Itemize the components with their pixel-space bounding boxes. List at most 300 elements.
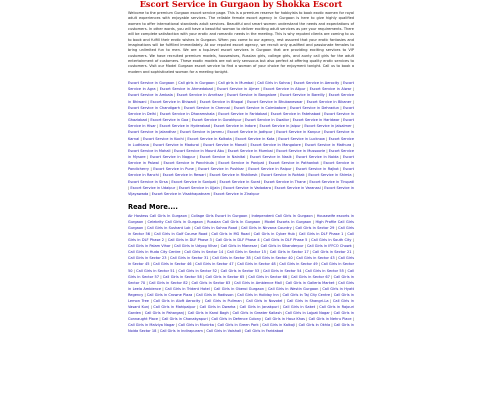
area-call-girls-link[interactable]: Call Girls in Okhla bbox=[298, 322, 331, 327]
link-separator: | bbox=[224, 148, 228, 153]
link-separator: | bbox=[278, 304, 283, 309]
link-separator: | bbox=[325, 148, 329, 153]
city-escort-link[interactable]: Escort Service in Hisar bbox=[128, 118, 355, 129]
link-separator: | bbox=[156, 111, 160, 116]
link-separator: | bbox=[264, 161, 269, 166]
area-call-girls-link[interactable]: Call Girls in Saket bbox=[282, 304, 316, 309]
link-separator: | bbox=[329, 274, 334, 279]
city-escort-link[interactable]: Escort Service in Kolkata bbox=[187, 136, 232, 141]
city-escort-link[interactable]: Escort Service in Mumbai bbox=[227, 148, 273, 153]
link-separator: | bbox=[339, 118, 343, 123]
link-separator: | bbox=[230, 280, 235, 285]
area-call-girls-link[interactable]: Call Girls in DLF Phase 5 bbox=[263, 238, 308, 243]
city-escort-link[interactable]: Escort Service in Udaipur bbox=[130, 185, 176, 190]
city-escort-link[interactable]: Escort Service in Indore bbox=[213, 124, 256, 129]
link-separator: | bbox=[143, 226, 147, 231]
city-escort-link[interactable]: Escort Service in Nainital bbox=[199, 155, 246, 159]
city-escort-link[interactable]: Escort Service in Nasik bbox=[249, 155, 292, 159]
area-call-girls-link[interactable]: Call Girls in Lemon Tree bbox=[128, 292, 355, 303]
link-separator: | bbox=[324, 136, 329, 141]
area-call-girls-link[interactable]: Call Girls in Sector 49 bbox=[279, 262, 318, 267]
city-escort-link[interactable]: Escort Service in Jaipur bbox=[259, 124, 301, 129]
city-escort-link[interactable]: Escort Service in Gwalior bbox=[244, 118, 290, 123]
link-separator: | bbox=[308, 250, 313, 255]
link-separator: | bbox=[143, 220, 148, 225]
area-call-girls-link[interactable]: Call Girls in Huda City Centre bbox=[128, 250, 181, 255]
area-call-girls-link[interactable]: Call Girls in Vasant Kunj bbox=[128, 298, 355, 309]
city-escort-link[interactable]: Escort Service in Panipat bbox=[218, 161, 265, 166]
city-escort-link[interactable]: Escort Service in Jalandhar bbox=[128, 130, 177, 135]
link-separator: | bbox=[249, 232, 254, 237]
city-escort-link[interactable]: Escort Service in Surat bbox=[219, 179, 261, 184]
page-title: Escort Service in Gurgaon by Shokka Escort bbox=[139, 0, 343, 9]
area-call-girls-link[interactable]: Call Girls in Galleria Market bbox=[285, 280, 335, 285]
link-separator: | bbox=[305, 87, 310, 92]
city-escort-link[interactable]: Escort Service in Madurai bbox=[152, 142, 200, 147]
link-separator: | bbox=[291, 226, 296, 231]
link-separator: | bbox=[351, 99, 354, 104]
city-escort-link[interactable]: Call girls in Gurgaon bbox=[178, 81, 215, 86]
area-call-girls-link[interactable]: Celebrity Call Girls in Gurgaon bbox=[147, 220, 203, 225]
city-escort-link[interactable]: Escort Service in Rohtak bbox=[261, 173, 305, 178]
area-call-girls-link[interactable]: Call Girls in Sohna Road bbox=[194, 226, 238, 231]
area-call-girls-link[interactable]: Call Girls in Sector 31 bbox=[170, 256, 209, 261]
area-call-girls-link[interactable]: Call Girls in Sector 55 bbox=[305, 268, 344, 273]
area-call-girls-link[interactable]: Call Girls in Defence Colony bbox=[211, 316, 262, 321]
link-separator: | bbox=[318, 286, 323, 291]
link-separator: | bbox=[210, 124, 214, 129]
area-call-girls-link[interactable]: Russian Call Girls In Gurgaon bbox=[207, 220, 261, 225]
link-separator: | bbox=[250, 256, 255, 261]
link-separator: | bbox=[149, 262, 154, 267]
area-call-girls-link[interactable]: Collage Girls Escort In Gurgaon bbox=[191, 214, 248, 219]
city-escort-link[interactable]: Escort Service in Bhubaneswar bbox=[247, 99, 303, 104]
link-separator: | bbox=[259, 238, 264, 243]
area-call-girls-link[interactable]: Call Girls in Sector 48 bbox=[237, 262, 276, 267]
city-escort-link[interactable]: Escort Service in Mussoorie bbox=[276, 148, 326, 153]
city-escort-link[interactable]: Escort Service in Ahmedabad bbox=[159, 87, 213, 92]
link-separator: | bbox=[233, 292, 238, 297]
link-separator: | bbox=[193, 167, 199, 172]
area-call-girls-link[interactable]: Call Girls in Golf Course Road bbox=[154, 232, 208, 237]
link-separator: | bbox=[289, 81, 294, 86]
link-separator: | bbox=[311, 220, 316, 225]
link-separator: | bbox=[260, 220, 265, 225]
area-call-girls-link[interactable]: Call Girls in Sector 83 bbox=[191, 280, 231, 285]
area-call-girls-link[interactable]: Call Girls in Sector 58 bbox=[162, 274, 202, 279]
link-separator: | bbox=[187, 214, 191, 219]
link-separator: | bbox=[180, 250, 185, 255]
link-separator: | bbox=[291, 167, 296, 172]
link-separator: | bbox=[241, 298, 247, 303]
area-call-girls-link[interactable]: Call Girls in DLF Phase 2 bbox=[128, 232, 354, 243]
area-call-girls-link[interactable]: Call Girls in Sector 51 bbox=[136, 268, 175, 273]
city-escort-link[interactable]: Escort Service in Rewari bbox=[162, 173, 206, 178]
link-separator: | bbox=[255, 124, 260, 129]
city-escort-link[interactable]: Escort Service in Tirupati bbox=[309, 179, 354, 184]
city-escort-link[interactable]: Escort Service in Chennai bbox=[183, 105, 230, 110]
link-separator: | bbox=[149, 167, 154, 172]
link-separator: | bbox=[155, 87, 160, 92]
area-call-girls-link[interactable]: Call Girls in Sector 65 bbox=[205, 274, 245, 279]
link-separator: | bbox=[233, 262, 238, 267]
city-escort-link[interactable]: Escort Service in Sirsa bbox=[128, 179, 168, 184]
area-call-girls-link[interactable]: Call Girls in Sector 82 bbox=[148, 280, 188, 285]
city-escort-link[interactable]: Escort Service in Mathura bbox=[304, 142, 352, 147]
city-escort-link[interactable]: Escort Service in Pathankot bbox=[268, 161, 319, 166]
area-call-girls-link[interactable]: Call Girls in Udyog Vihar bbox=[174, 244, 218, 249]
area-call-girls-link[interactable]: Call Girls in Oberoi Gurgaon bbox=[213, 286, 265, 291]
link-separator: | bbox=[146, 99, 151, 104]
area-call-girls-link[interactable]: Call Girls in Connaught Place bbox=[128, 310, 354, 321]
link-separator: | bbox=[156, 328, 160, 333]
area-call-girls-link[interactable]: Call Girls in Sector 46 bbox=[153, 262, 192, 267]
area-call-girls-link[interactable]: Call Girls in Karol Bagh bbox=[187, 310, 229, 315]
link-separator: | bbox=[330, 322, 334, 327]
link-separator: | bbox=[275, 262, 280, 267]
city-escort-link[interactable]: Escort Service in Alipur bbox=[263, 87, 306, 92]
link-separator: | bbox=[271, 185, 275, 190]
city-escort-link[interactable]: Escort Service in Jaisalmer bbox=[304, 124, 352, 129]
city-escort-link[interactable]: Escort Service in Raipur bbox=[248, 167, 292, 172]
link-separator: | bbox=[241, 328, 245, 333]
link-separator: | bbox=[247, 214, 252, 219]
link-separator: | bbox=[217, 268, 221, 273]
city-escort-link[interactable]: Escort Service in Bhiwani bbox=[128, 93, 355, 104]
link-separator: | bbox=[161, 286, 165, 291]
link-separator: | bbox=[257, 244, 261, 249]
area-call-girls-link[interactable]: Call Girls in Sector 40 bbox=[254, 256, 293, 261]
link-separator: | bbox=[202, 328, 207, 333]
city-escort-link[interactable]: Escort Service in Bhopal bbox=[199, 99, 244, 104]
city-escort-link[interactable]: Escort Service in Kochi bbox=[142, 136, 184, 141]
link-separator: | bbox=[334, 226, 339, 231]
link-separator: | bbox=[208, 256, 213, 261]
city-escort-link[interactable]: Escort Service in Mohali bbox=[128, 148, 171, 153]
link-separator: | bbox=[278, 292, 283, 297]
city-escort-link[interactable]: Escort Service in Faridabad bbox=[218, 111, 267, 116]
area-call-girls-link[interactable]: Call Girls in Sector 15 bbox=[227, 250, 266, 255]
area-call-girls-link[interactable]: Call Girls in Sector 56 bbox=[128, 226, 355, 237]
area-call-girls-link[interactable]: Call Girls in Aloft Aerocity bbox=[153, 298, 201, 303]
link-separator: | bbox=[148, 142, 153, 147]
link-separator: | bbox=[219, 185, 224, 190]
city-escort-link[interactable]: Escort Service in Aerocity bbox=[293, 81, 340, 86]
area-call-girls-link[interactable]: Call Girls in Malviya Nagar bbox=[128, 322, 175, 327]
city-escort-link[interactable]: Escort Service in Rishikesh bbox=[209, 173, 258, 178]
link-separator: | bbox=[241, 118, 245, 123]
area-call-girls-link[interactable]: Call Girls in Palam Vihar bbox=[128, 244, 171, 249]
area-call-girls-link[interactable]: Independent Call Girls In Gurgaon bbox=[251, 214, 313, 219]
link-separator: | bbox=[179, 105, 184, 110]
link-separator: | bbox=[214, 81, 219, 86]
city-escort-link[interactable]: Escort Service in Dharamshala bbox=[159, 111, 215, 116]
link-separator: | bbox=[276, 93, 281, 98]
area-call-girls-link[interactable]: Call Girls in Leela Ambience bbox=[128, 280, 355, 291]
city-escort-link[interactable]: Call Girls in Sohna bbox=[257, 81, 290, 86]
link-separator: | bbox=[174, 322, 179, 327]
area-call-girls-link[interactable]: Call Girls in Sector 53 bbox=[220, 268, 260, 273]
area-call-girls-link[interactable]: Call Girls in Trident Hotel bbox=[164, 286, 210, 291]
city-escort-link[interactable]: Escort Service in Kanpur bbox=[276, 130, 321, 135]
area-call-girls-link[interactable]: Call Girls in Sector 66 bbox=[248, 274, 288, 279]
link-separator: | bbox=[320, 130, 324, 135]
link-separator: | bbox=[201, 274, 206, 279]
link-separator: | bbox=[149, 304, 154, 309]
link-separator: | bbox=[343, 268, 348, 273]
city-escort-link[interactable]: Escort Service in Jammu bbox=[179, 130, 224, 135]
link-separator: | bbox=[159, 274, 163, 279]
link-separator: | bbox=[229, 105, 234, 110]
link-separator: | bbox=[213, 322, 218, 327]
city-escort-link[interactable]: Escort Service in Nagpur bbox=[149, 155, 196, 159]
area-call-girls-link[interactable]: Call Girls in Sector 29 bbox=[295, 226, 335, 231]
city-escort-link[interactable]: Escort Service in Mysore bbox=[128, 148, 355, 159]
area-call-girls-link[interactable]: Air Hostess Call Girls In Gurgaon bbox=[128, 214, 187, 219]
area-call-girls-link[interactable]: Call Girls in DLF Phase 1 bbox=[298, 232, 344, 237]
city-escort-link[interactable]: Escort Service in Ajmer bbox=[216, 87, 260, 92]
city-escort-link[interactable]: Escort Service in Haridwar bbox=[292, 118, 340, 123]
city-escort-link[interactable]: Escort Service in Fatehabad bbox=[270, 111, 321, 116]
link-separator: | bbox=[257, 173, 262, 178]
area-call-girls-link[interactable]: Call Girls in Chanakyapuri bbox=[161, 316, 208, 321]
link-separator: | bbox=[158, 316, 162, 321]
link-separator: | bbox=[223, 250, 228, 255]
area-call-girls-link[interactable]: Call Girls in Janakpuri bbox=[239, 304, 279, 309]
link-separator: | bbox=[329, 310, 334, 315]
city-escort-link[interactable]: Escort Service in Thane bbox=[263, 179, 306, 184]
city-escort-link[interactable]: Escort Service in Delhi bbox=[128, 105, 355, 116]
area-call-girls-link[interactable]: Call Girls in Sector 21 bbox=[312, 250, 352, 255]
city-escort-link[interactable]: Escort Service in Shimla bbox=[308, 173, 352, 178]
area-call-girls-link[interactable]: Call Girls in Taj City Centre bbox=[282, 292, 331, 297]
area-call-girls-link[interactable]: Call Girls in Shangri-La bbox=[286, 298, 329, 303]
area-call-girls-link[interactable]: Housewife escorts in Gurgaon bbox=[128, 214, 355, 225]
area-call-girls-link[interactable]: Call Girls in Radisson bbox=[196, 292, 234, 297]
link-separator: | bbox=[202, 220, 208, 225]
city-escort-link[interactable]: Escort Service in Jodhpur bbox=[227, 130, 273, 135]
link-separator: | bbox=[315, 304, 320, 309]
area-call-girls-link[interactable]: Call Girls in Westin Gurgaon bbox=[267, 286, 319, 291]
area-call-girls-link[interactable]: Call Girls in Sushant Lok bbox=[146, 226, 191, 231]
link-separator: | bbox=[174, 81, 179, 86]
area-call-girls-link[interactable]: Call Girls in IFFCO Chowk bbox=[306, 244, 352, 249]
area-call-girls-link[interactable]: Call Girls in Sector 52 bbox=[178, 268, 218, 273]
link-separator: | bbox=[223, 130, 228, 135]
area-call-girls-link[interactable]: Call Girls in Sector 57 bbox=[128, 268, 355, 279]
link-separator: | bbox=[191, 262, 196, 267]
city-escort-link[interactable]: Escort Service in Goa bbox=[150, 118, 189, 123]
link-separator: | bbox=[281, 310, 286, 315]
area-call-girls-link[interactable]: Call Girls in South City bbox=[311, 238, 352, 243]
city-escort-link[interactable]: Escort Service in Chandigarh bbox=[128, 105, 180, 110]
link-separator: | bbox=[145, 155, 150, 159]
link-separator: | bbox=[148, 191, 152, 196]
area-call-girls-link[interactable]: Call Girls in Pullman bbox=[204, 298, 242, 303]
link-separator: | bbox=[166, 256, 171, 261]
area-call-girls-link[interactable]: Call Girls in Sector 17 bbox=[269, 250, 309, 255]
area-call-girls-link[interactable]: Model Escorts In Gurgaon bbox=[264, 220, 312, 225]
area-call-girls-link[interactable]: Call Girls in Crowne Plaza bbox=[146, 292, 193, 297]
city-escort-link[interactable]: Escort Service in Palwal bbox=[128, 155, 354, 166]
area-call-girls-link[interactable]: Call Girls in Sector 67 bbox=[290, 274, 330, 279]
area-call-girls-link[interactable]: Call Girls in Greater Kailash bbox=[232, 310, 282, 315]
area-call-girls-link[interactable]: Call Girls in Nirvana Country bbox=[240, 226, 292, 231]
city-escort-link[interactable]: Escort Service in Hyderabad bbox=[159, 124, 211, 129]
link-separator: | bbox=[200, 298, 205, 303]
city-escort-link[interactable]: Escort Service in Bangalore bbox=[227, 93, 277, 98]
area-call-girls-link[interactable]: Call Girls in Manesar bbox=[220, 244, 258, 249]
area-call-girls-link[interactable]: Call Girls in Rajouri Garden bbox=[128, 304, 355, 315]
primary-link-list bbox=[128, 80, 354, 197]
city-escort-link[interactable]: Escort Service in Noida bbox=[296, 155, 339, 159]
area-call-girls-link[interactable]: Call Girls in Sector 38 bbox=[212, 256, 251, 261]
area-call-girls-link[interactable]: Call Girls in Nehru Place bbox=[308, 316, 352, 321]
city-escort-link[interactable]: Escort Service in Vijayawada bbox=[128, 185, 354, 196]
area-call-girls-link[interactable]: Call Girls in DLF Phase 4 bbox=[215, 238, 260, 243]
link-separator: | bbox=[141, 310, 145, 315]
city-escort-link[interactable]: Escort Service in Pondicherry bbox=[128, 161, 355, 172]
link-separator: | bbox=[338, 155, 343, 159]
area-call-girls-link[interactable]: Call Girls in Vaishali bbox=[206, 328, 242, 333]
area-call-girls-link[interactable]: Call Girls in Hauz Khas bbox=[264, 316, 305, 321]
area-call-girls-link[interactable]: Call Girls in Green Park bbox=[217, 322, 259, 327]
link-separator: | bbox=[261, 316, 265, 321]
area-call-girls-link[interactable]: Call Girls in Holiday Inn bbox=[237, 292, 279, 297]
link-separator: | bbox=[302, 99, 307, 104]
link-separator: | bbox=[264, 286, 268, 291]
area-call-girls-link[interactable]: High Profile Call Girls Gurgaon bbox=[128, 220, 355, 231]
city-escort-link[interactable]: Escort Service in Lucknow bbox=[278, 136, 325, 141]
city-escort-link[interactable]: Escort Service in Bareilly bbox=[280, 93, 325, 98]
link-separator: | bbox=[128, 185, 131, 190]
city-escort-link[interactable]: Escort Service in Kota bbox=[235, 136, 275, 141]
city-escort-link[interactable]: Escort Service in Alwar bbox=[309, 87, 352, 92]
link-separator: | bbox=[246, 142, 251, 147]
area-call-girls-link[interactable]: Call Girls in Faridabad bbox=[244, 328, 284, 333]
link-separator: | bbox=[215, 179, 220, 184]
city-escort-link[interactable]: Escort Service in Coimbatore bbox=[233, 105, 287, 110]
area-call-girls-link[interactable]: Call Girls in Sector 50 bbox=[128, 262, 355, 273]
link-separator: | bbox=[300, 142, 305, 147]
link-separator: | bbox=[143, 292, 147, 297]
area-call-girls-link[interactable]: Call Girls in Sikanderpur bbox=[260, 244, 304, 249]
link-separator: | bbox=[167, 179, 172, 184]
area-call-girls-link[interactable]: Call Girls in Lajpat Nagar bbox=[285, 310, 330, 315]
link-separator: | bbox=[305, 316, 309, 321]
area-call-girls-link[interactable]: Call Girls in Sector 54 bbox=[262, 268, 302, 273]
city-escort-link[interactable]: Escort Service in Sonipat bbox=[171, 179, 216, 184]
area-call-girls-link[interactable]: Call Girls in Noida Sector 18 bbox=[128, 322, 355, 333]
link-separator: | bbox=[330, 292, 334, 297]
link-separator: | bbox=[207, 232, 212, 237]
link-separator: | bbox=[195, 155, 200, 159]
city-escort-link[interactable]: Escort Service in Ranchi bbox=[128, 167, 355, 178]
link-separator: | bbox=[158, 173, 163, 178]
area-call-girls-link[interactable]: Call Girls in Hyatt Regency bbox=[128, 286, 354, 297]
city-escort-link[interactable]: Escort Service in Amritsar bbox=[176, 93, 224, 98]
area-call-girls-link[interactable]: Call Girls in Dwarka bbox=[199, 304, 236, 309]
area-call-girls-link[interactable]: Call Girls in Paharganj bbox=[144, 310, 185, 315]
link-separator: | bbox=[212, 87, 217, 92]
link-separator: | bbox=[214, 111, 219, 116]
city-escort-link[interactable]: Escort Service in Gurgaon bbox=[128, 81, 175, 86]
city-escort-link[interactable]: Escort Service in Agra bbox=[128, 81, 355, 92]
city-escort-link[interactable]: Call girls in Mumbai bbox=[218, 81, 254, 86]
link-separator: | bbox=[210, 191, 214, 196]
city-escort-link[interactable]: Escort Service in Karnal bbox=[128, 130, 355, 141]
area-call-girls-link[interactable]: Call Girls in MG Road bbox=[211, 232, 250, 237]
link-separator: | bbox=[338, 167, 343, 172]
link-separator: | bbox=[320, 111, 325, 116]
area-call-girls-link[interactable]: Call Girls in Sector 14 bbox=[184, 250, 224, 255]
city-escort-link[interactable]: Escort Service in Manali bbox=[203, 142, 247, 147]
link-separator: | bbox=[184, 310, 188, 315]
link-separator: | bbox=[243, 99, 248, 104]
area-call-girls-link[interactable]: Call Girls in Sector 70 bbox=[128, 274, 355, 285]
city-escort-link[interactable]: Escort Service in Vadodara bbox=[223, 185, 271, 190]
link-separator: | bbox=[183, 136, 188, 141]
link-separator: | bbox=[292, 256, 297, 261]
city-escort-link[interactable]: Escort Service in Varanasi bbox=[274, 185, 321, 190]
link-separator: | bbox=[334, 280, 339, 285]
city-escort-link[interactable]: Escort Service in Pune bbox=[153, 167, 194, 172]
secondary-link-list bbox=[128, 213, 354, 334]
city-escort-link[interactable]: Escort Service in Ujjain bbox=[178, 185, 220, 190]
city-escort-link[interactable]: Escort Service in Pushkar bbox=[198, 167, 245, 172]
area-call-girls-link[interactable]: Call Girls in Cyber Hub bbox=[253, 232, 295, 237]
area-call-girls-link[interactable]: Call Girls in Ambience Mall bbox=[234, 280, 282, 285]
city-escort-link[interactable]: Escort Service in Gorakhpur bbox=[191, 118, 242, 123]
link-separator: | bbox=[324, 93, 329, 98]
city-escort-link[interactable]: Escort Service in Mangalore bbox=[250, 142, 301, 147]
city-escort-link[interactable]: Escort Service in Ghaziabad bbox=[128, 111, 355, 123]
area-call-girls-link[interactable]: Call Girls in Sector 43 bbox=[296, 256, 335, 261]
area-call-girls-link[interactable]: Call Girls in Sector 45 bbox=[128, 256, 355, 267]
city-escort-link[interactable]: Escort Service in Bhiwadi bbox=[150, 99, 196, 104]
link-separator: | bbox=[304, 173, 309, 178]
area-call-girls-link[interactable]: Call Girls in Mahipalpur bbox=[153, 304, 196, 309]
city-escort-link[interactable]: Escort Service in Bikaner bbox=[306, 99, 352, 104]
link-separator: | bbox=[351, 316, 355, 321]
area-call-girls-link[interactable]: Call Girls in Munirka bbox=[178, 322, 214, 327]
city-escort-link[interactable]: Escort Service in Zirakpur bbox=[213, 191, 260, 196]
city-escort-link[interactable]: Escort Service in Visakhapatnam bbox=[151, 191, 211, 196]
link-separator: | bbox=[312, 214, 317, 219]
city-escort-link[interactable]: Escort Service in Ludhiana bbox=[128, 136, 355, 147]
link-separator: | bbox=[351, 142, 354, 147]
city-escort-link[interactable]: Escort Service in Mount Abu bbox=[174, 148, 225, 153]
city-escort-link[interactable]: Escort Service in Rajkot bbox=[295, 167, 339, 172]
link-separator: | bbox=[266, 111, 271, 116]
area-call-girls-link[interactable]: Call Girls in Novotel bbox=[246, 298, 283, 303]
area-call-girls-link[interactable]: Call Girls in DLF Phase 3 bbox=[167, 238, 212, 243]
area-call-girls-link[interactable]: Call Girls in Sector 23 bbox=[128, 256, 167, 261]
link-separator: | bbox=[170, 244, 174, 249]
area-call-girls-link[interactable]: Call Girls in Sector 47 bbox=[195, 262, 234, 267]
link-separator: | bbox=[272, 148, 277, 153]
area-call-girls-link[interactable]: Call Girls in Kalkaji bbox=[262, 322, 296, 327]
city-escort-link[interactable]: Escort Service in Panchkula bbox=[163, 161, 214, 166]
link-separator: | bbox=[188, 118, 192, 123]
city-escort-link[interactable]: Escort Service in Ambala bbox=[128, 93, 173, 98]
link-separator: | bbox=[174, 268, 179, 273]
link-separator: | bbox=[260, 179, 264, 184]
city-escort-link[interactable]: Escort Service in Dehradun bbox=[289, 105, 340, 110]
link-separator: | bbox=[259, 87, 264, 92]
link-separator: | bbox=[259, 268, 263, 273]
area-call-girls-link[interactable]: Call Girls in Indirapuram bbox=[159, 328, 203, 333]
